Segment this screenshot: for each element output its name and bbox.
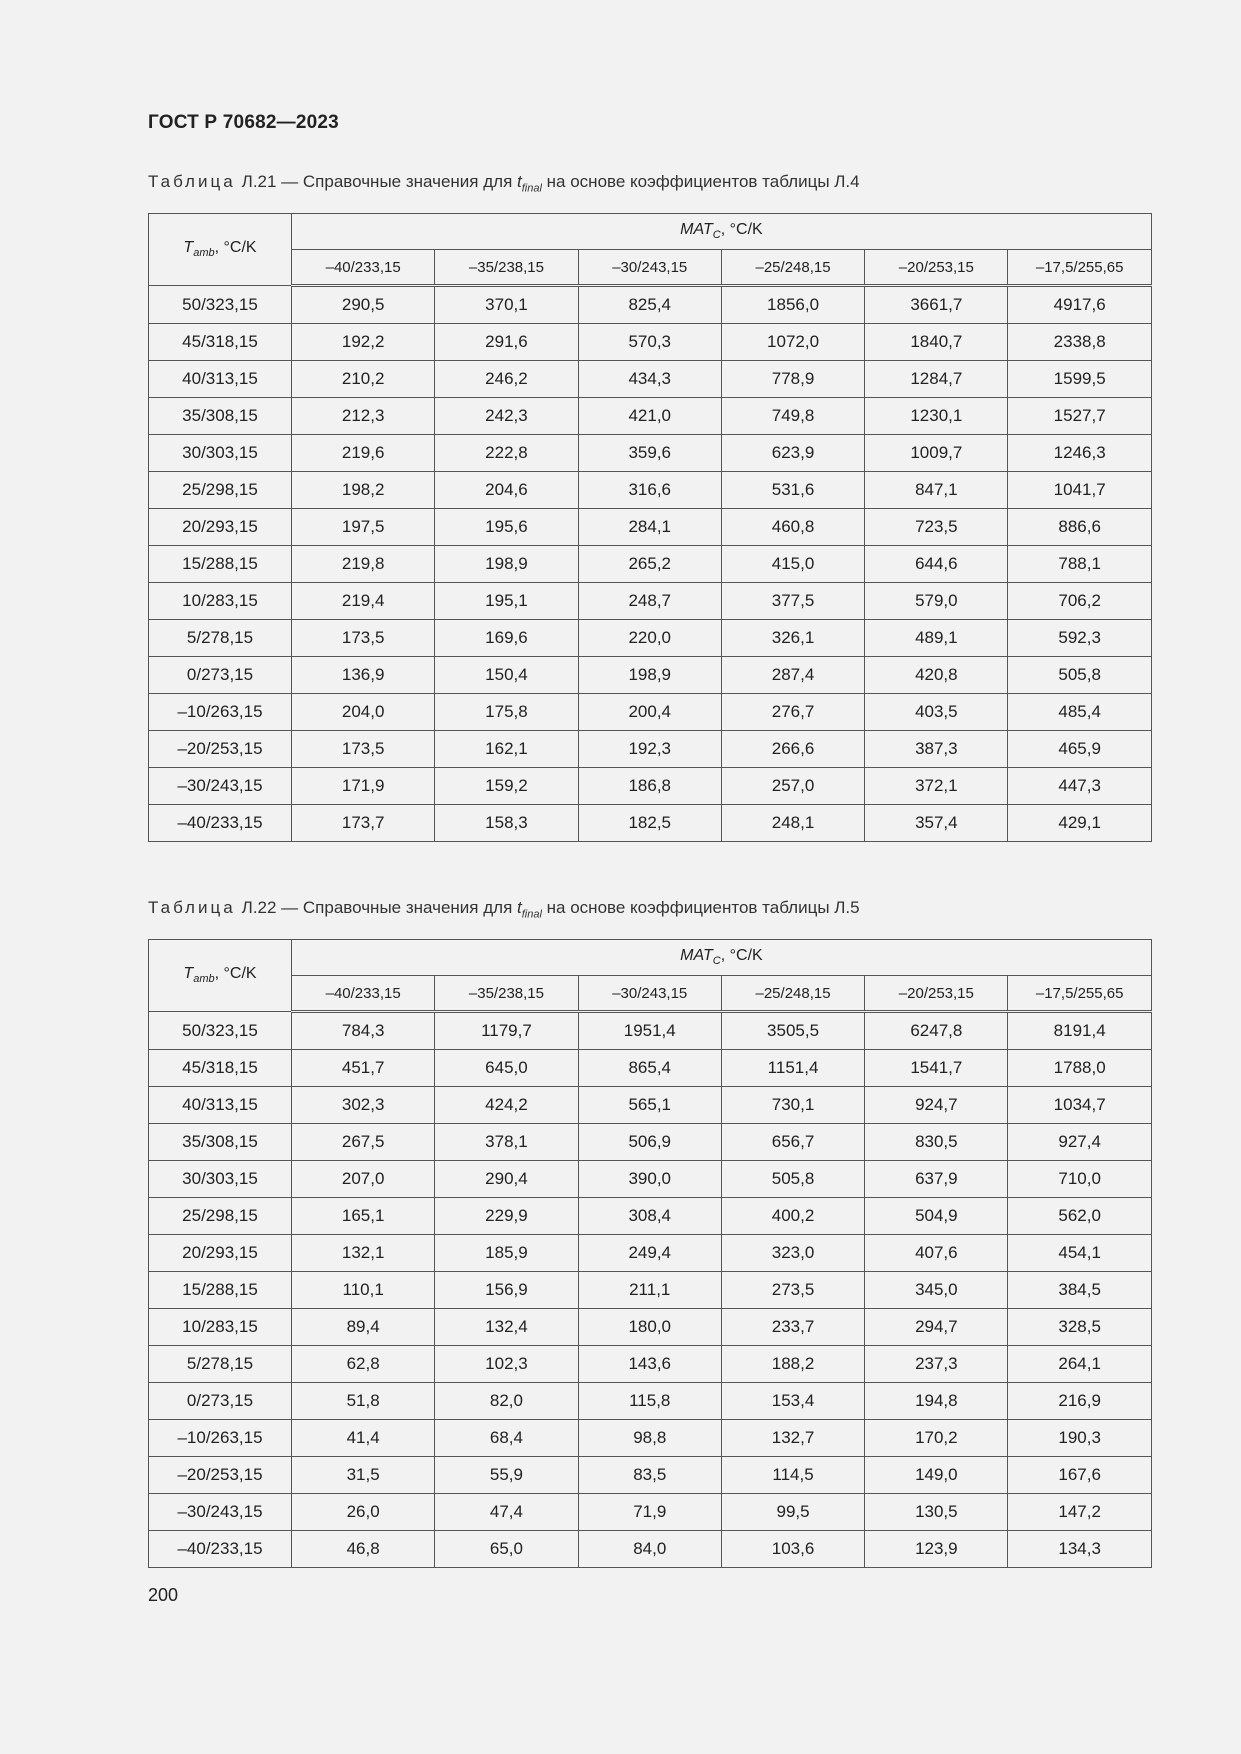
value-cell: 102,3 bbox=[435, 1346, 578, 1383]
value-cell: 130,5 bbox=[865, 1494, 1008, 1531]
value-cell: 198,9 bbox=[578, 657, 721, 694]
value-cell: 570,3 bbox=[578, 324, 721, 361]
caption-suffix: на основе коэффициентов таблицы Л.4 bbox=[541, 172, 860, 191]
value-cell: 222,8 bbox=[435, 435, 578, 472]
value-cell: 788,1 bbox=[1008, 546, 1151, 583]
value-cell: 644,6 bbox=[865, 546, 1008, 583]
value-cell: 504,9 bbox=[865, 1198, 1008, 1235]
value-cell: 82,0 bbox=[435, 1383, 578, 1420]
value-cell: 357,4 bbox=[865, 805, 1008, 842]
value-cell: 706,2 bbox=[1008, 583, 1151, 620]
value-cell: 173,5 bbox=[292, 731, 435, 768]
row-label-cell: 30/303,15 bbox=[149, 1161, 292, 1198]
value-cell: 65,0 bbox=[435, 1531, 578, 1568]
caption-prefix: Л.21 — Справочные значения для bbox=[241, 172, 518, 191]
value-cell: 47,4 bbox=[435, 1494, 578, 1531]
value-cell: 927,4 bbox=[1008, 1124, 1151, 1161]
table-2 bbox=[148, 939, 1152, 1568]
value-cell: 1230,1 bbox=[865, 398, 1008, 435]
row-header-label: $T_{amb}$, °C/K bbox=[149, 214, 292, 286]
value-cell: 421,0 bbox=[578, 398, 721, 435]
row-label-cell: –10/263,15 bbox=[149, 1420, 292, 1457]
value-cell: 372,1 bbox=[865, 768, 1008, 805]
table-1 bbox=[148, 213, 1152, 842]
value-cell: 123,9 bbox=[865, 1531, 1008, 1568]
row-label-cell: –20/253,15 bbox=[149, 1457, 292, 1494]
row-label-cell: 40/313,15 bbox=[149, 361, 292, 398]
value-cell: 276,7 bbox=[721, 694, 864, 731]
value-cell: 68,4 bbox=[435, 1420, 578, 1457]
table-row bbox=[149, 1087, 1152, 1124]
row-label-cell: –20/253,15 bbox=[149, 731, 292, 768]
value-cell: 115,8 bbox=[578, 1383, 721, 1420]
value-cell: 1072,0 bbox=[721, 324, 864, 361]
value-cell: 26,0 bbox=[292, 1494, 435, 1531]
value-cell: 505,8 bbox=[721, 1161, 864, 1198]
value-cell: 273,5 bbox=[721, 1272, 864, 1309]
value-cell: 219,6 bbox=[292, 435, 435, 472]
table-row bbox=[149, 1272, 1152, 1309]
table-row bbox=[149, 1161, 1152, 1198]
table-2-caption bbox=[148, 898, 860, 920]
value-cell: 267,5 bbox=[292, 1124, 435, 1161]
row-label-cell: 45/318,15 bbox=[149, 324, 292, 361]
value-cell: 198,9 bbox=[435, 546, 578, 583]
value-cell: 415,0 bbox=[721, 546, 864, 583]
table-row bbox=[149, 1420, 1152, 1457]
value-cell: 1951,4 bbox=[578, 1012, 721, 1050]
value-cell: 326,1 bbox=[721, 620, 864, 657]
value-cell: 200,4 bbox=[578, 694, 721, 731]
caption-word: Таблица bbox=[148, 172, 236, 191]
value-cell: 370,1 bbox=[435, 286, 578, 324]
value-cell: 173,5 bbox=[292, 620, 435, 657]
value-cell: 143,6 bbox=[578, 1346, 721, 1383]
value-cell: 83,5 bbox=[578, 1457, 721, 1494]
value-cell: 390,0 bbox=[578, 1161, 721, 1198]
value-cell: 637,9 bbox=[865, 1161, 1008, 1198]
value-cell: 316,6 bbox=[578, 472, 721, 509]
value-cell: 249,4 bbox=[578, 1235, 721, 1272]
value-cell: 506,9 bbox=[578, 1124, 721, 1161]
value-cell: 158,3 bbox=[435, 805, 578, 842]
value-cell: 830,5 bbox=[865, 1124, 1008, 1161]
row-label-cell: 0/273,15 bbox=[149, 657, 292, 694]
row-label-cell: 35/308,15 bbox=[149, 398, 292, 435]
value-cell: 114,5 bbox=[721, 1457, 864, 1494]
row-label-cell: 40/313,15 bbox=[149, 1087, 292, 1124]
value-cell: 186,8 bbox=[578, 768, 721, 805]
row-label-cell: 25/298,15 bbox=[149, 472, 292, 509]
value-cell: 1840,7 bbox=[865, 324, 1008, 361]
value-cell: 99,5 bbox=[721, 1494, 864, 1531]
value-cell: 153,4 bbox=[721, 1383, 864, 1420]
table-row bbox=[149, 286, 1152, 324]
value-cell: 1179,7 bbox=[435, 1012, 578, 1050]
value-cell: 136,9 bbox=[292, 657, 435, 694]
row-header-label: $T_{amb}$, °C/K bbox=[149, 940, 292, 1012]
table-row bbox=[149, 1012, 1152, 1050]
row-label-cell: 25/298,15 bbox=[149, 1198, 292, 1235]
value-cell: 257,0 bbox=[721, 768, 864, 805]
value-cell: 6247,8 bbox=[865, 1012, 1008, 1050]
row-label-cell: 35/308,15 bbox=[149, 1124, 292, 1161]
value-cell: 132,7 bbox=[721, 1420, 864, 1457]
value-cell: 195,1 bbox=[435, 583, 578, 620]
value-cell: 216,9 bbox=[1008, 1383, 1151, 1420]
value-cell: 89,4 bbox=[292, 1309, 435, 1346]
value-cell: 192,2 bbox=[292, 324, 435, 361]
table-row bbox=[149, 1050, 1152, 1087]
value-cell: 167,6 bbox=[1008, 1457, 1151, 1494]
value-cell: 132,1 bbox=[292, 1235, 435, 1272]
value-cell: 420,8 bbox=[865, 657, 1008, 694]
value-cell: 3505,5 bbox=[721, 1012, 864, 1050]
value-cell: 1788,0 bbox=[1008, 1050, 1151, 1087]
value-cell: 2338,8 bbox=[1008, 324, 1151, 361]
value-cell: 162,1 bbox=[435, 731, 578, 768]
value-cell: 159,2 bbox=[435, 768, 578, 805]
column-header: –17,5/255,65 bbox=[1008, 250, 1151, 286]
value-cell: 233,7 bbox=[721, 1309, 864, 1346]
value-cell: 242,3 bbox=[435, 398, 578, 435]
row-label-cell: 0/273,15 bbox=[149, 1383, 292, 1420]
table-row bbox=[149, 1457, 1152, 1494]
table-row bbox=[149, 1309, 1152, 1346]
value-cell: 229,9 bbox=[435, 1198, 578, 1235]
value-cell: 198,2 bbox=[292, 472, 435, 509]
table-1-caption bbox=[148, 172, 860, 194]
table-row bbox=[149, 731, 1152, 768]
column-header: –30/243,15 bbox=[578, 976, 721, 1012]
column-header: –17,5/255,65 bbox=[1008, 976, 1151, 1012]
row-label-cell: 30/303,15 bbox=[149, 435, 292, 472]
value-cell: 211,1 bbox=[578, 1272, 721, 1309]
column-header: –40/233,15 bbox=[292, 976, 435, 1012]
value-cell: 1151,4 bbox=[721, 1050, 864, 1087]
table-row bbox=[149, 657, 1152, 694]
value-cell: 1284,7 bbox=[865, 361, 1008, 398]
table-row bbox=[149, 768, 1152, 805]
value-cell: 302,3 bbox=[292, 1087, 435, 1124]
table-row bbox=[149, 435, 1152, 472]
value-cell: 749,8 bbox=[721, 398, 864, 435]
value-cell: 264,1 bbox=[1008, 1346, 1151, 1383]
value-cell: 465,9 bbox=[1008, 731, 1151, 768]
value-cell: 485,4 bbox=[1008, 694, 1151, 731]
value-cell: 171,9 bbox=[292, 768, 435, 805]
value-cell: 1856,0 bbox=[721, 286, 864, 324]
table-row bbox=[149, 1531, 1152, 1568]
row-label-cell: 50/323,15 bbox=[149, 286, 292, 324]
value-cell: 195,6 bbox=[435, 509, 578, 546]
value-cell: 1246,3 bbox=[1008, 435, 1151, 472]
value-cell: 328,5 bbox=[1008, 1309, 1151, 1346]
column-header: –30/243,15 bbox=[578, 250, 721, 286]
value-cell: 784,3 bbox=[292, 1012, 435, 1050]
value-cell: 165,1 bbox=[292, 1198, 435, 1235]
column-header: –35/238,15 bbox=[435, 250, 578, 286]
value-cell: 132,4 bbox=[435, 1309, 578, 1346]
value-cell: 284,1 bbox=[578, 509, 721, 546]
value-cell: 192,3 bbox=[578, 731, 721, 768]
value-cell: 169,6 bbox=[435, 620, 578, 657]
value-cell: 1599,5 bbox=[1008, 361, 1151, 398]
value-cell: 290,5 bbox=[292, 286, 435, 324]
value-cell: 103,6 bbox=[721, 1531, 864, 1568]
table-row bbox=[149, 509, 1152, 546]
value-cell: 156,9 bbox=[435, 1272, 578, 1309]
row-label-cell: –30/243,15 bbox=[149, 1494, 292, 1531]
value-cell: 531,6 bbox=[721, 472, 864, 509]
value-cell: 451,7 bbox=[292, 1050, 435, 1087]
row-label-cell: 45/318,15 bbox=[149, 1050, 292, 1087]
value-cell: 287,4 bbox=[721, 657, 864, 694]
value-cell: 220,0 bbox=[578, 620, 721, 657]
column-header: –40/233,15 bbox=[292, 250, 435, 286]
value-cell: 308,4 bbox=[578, 1198, 721, 1235]
column-header: –20/253,15 bbox=[865, 250, 1008, 286]
value-cell: 170,2 bbox=[865, 1420, 1008, 1457]
value-cell: 182,5 bbox=[578, 805, 721, 842]
table-row bbox=[149, 620, 1152, 657]
row-label-cell: –30/243,15 bbox=[149, 768, 292, 805]
caption-variable: $t_{final}$ bbox=[517, 898, 542, 921]
value-cell: 345,0 bbox=[865, 1272, 1008, 1309]
value-cell: 645,0 bbox=[435, 1050, 578, 1087]
value-cell: 62,8 bbox=[292, 1346, 435, 1383]
value-cell: 147,2 bbox=[1008, 1494, 1151, 1531]
value-cell: 180,0 bbox=[578, 1309, 721, 1346]
value-cell: 150,4 bbox=[435, 657, 578, 694]
value-cell: 384,5 bbox=[1008, 1272, 1151, 1309]
value-cell: 730,1 bbox=[721, 1087, 864, 1124]
table-row bbox=[149, 398, 1152, 435]
value-cell: 190,3 bbox=[1008, 1420, 1151, 1457]
value-cell: 454,1 bbox=[1008, 1235, 1151, 1272]
column-group-label: $MAT_C$, °C/K bbox=[292, 214, 1152, 250]
value-cell: 290,4 bbox=[435, 1161, 578, 1198]
column-header: –35/238,15 bbox=[435, 976, 578, 1012]
value-cell: 723,5 bbox=[865, 509, 1008, 546]
value-cell: 71,9 bbox=[578, 1494, 721, 1531]
value-cell: 55,9 bbox=[435, 1457, 578, 1494]
value-cell: 378,1 bbox=[435, 1124, 578, 1161]
value-cell: 219,4 bbox=[292, 583, 435, 620]
value-cell: 710,0 bbox=[1008, 1161, 1151, 1198]
value-cell: 407,6 bbox=[865, 1235, 1008, 1272]
caption-word: Таблица bbox=[148, 898, 236, 917]
value-cell: 185,9 bbox=[435, 1235, 578, 1272]
row-label-cell: 15/288,15 bbox=[149, 546, 292, 583]
value-cell: 246,2 bbox=[435, 361, 578, 398]
row-label-cell: –40/233,15 bbox=[149, 805, 292, 842]
value-cell: 489,1 bbox=[865, 620, 1008, 657]
value-cell: 194,8 bbox=[865, 1383, 1008, 1420]
value-cell: 505,8 bbox=[1008, 657, 1151, 694]
value-cell: 1527,7 bbox=[1008, 398, 1151, 435]
row-label-cell: 5/278,15 bbox=[149, 620, 292, 657]
value-cell: 8191,4 bbox=[1008, 1012, 1151, 1050]
table-row bbox=[149, 1346, 1152, 1383]
value-cell: 134,3 bbox=[1008, 1531, 1151, 1568]
value-cell: 237,3 bbox=[865, 1346, 1008, 1383]
value-cell: 1041,7 bbox=[1008, 472, 1151, 509]
row-label-cell: 10/283,15 bbox=[149, 583, 292, 620]
caption-prefix: Л.22 — Справочные значения для bbox=[241, 898, 518, 917]
value-cell: 592,3 bbox=[1008, 620, 1151, 657]
value-cell: 656,7 bbox=[721, 1124, 864, 1161]
value-cell: 565,1 bbox=[578, 1087, 721, 1124]
value-cell: 210,2 bbox=[292, 361, 435, 398]
table-row bbox=[149, 546, 1152, 583]
value-cell: 219,8 bbox=[292, 546, 435, 583]
column-header: –25/248,15 bbox=[721, 976, 864, 1012]
value-cell: 562,0 bbox=[1008, 1198, 1151, 1235]
value-cell: 825,4 bbox=[578, 286, 721, 324]
row-label-cell: 20/293,15 bbox=[149, 509, 292, 546]
value-cell: 847,1 bbox=[865, 472, 1008, 509]
value-cell: 579,0 bbox=[865, 583, 1008, 620]
value-cell: 387,3 bbox=[865, 731, 1008, 768]
row-label-cell: 5/278,15 bbox=[149, 1346, 292, 1383]
value-cell: 323,0 bbox=[721, 1235, 864, 1272]
table-row bbox=[149, 324, 1152, 361]
value-cell: 1009,7 bbox=[865, 435, 1008, 472]
value-cell: 429,1 bbox=[1008, 805, 1151, 842]
row-label-cell: 10/283,15 bbox=[149, 1309, 292, 1346]
value-cell: 197,5 bbox=[292, 509, 435, 546]
value-cell: 886,6 bbox=[1008, 509, 1151, 546]
value-cell: 3661,7 bbox=[865, 286, 1008, 324]
value-cell: 212,3 bbox=[292, 398, 435, 435]
table-row bbox=[149, 361, 1152, 398]
row-label-cell: 15/288,15 bbox=[149, 1272, 292, 1309]
table-row bbox=[149, 1383, 1152, 1420]
value-cell: 4917,6 bbox=[1008, 286, 1151, 324]
value-cell: 175,8 bbox=[435, 694, 578, 731]
value-cell: 110,1 bbox=[292, 1272, 435, 1309]
row-label-cell: 20/293,15 bbox=[149, 1235, 292, 1272]
value-cell: 403,5 bbox=[865, 694, 1008, 731]
table-row bbox=[149, 805, 1152, 842]
row-label-cell: 50/323,15 bbox=[149, 1012, 292, 1050]
value-cell: 377,5 bbox=[721, 583, 864, 620]
row-label-cell: –10/263,15 bbox=[149, 694, 292, 731]
value-cell: 84,0 bbox=[578, 1531, 721, 1568]
table-row bbox=[149, 694, 1152, 731]
value-cell: 173,7 bbox=[292, 805, 435, 842]
table-row bbox=[149, 472, 1152, 509]
value-cell: 266,6 bbox=[721, 731, 864, 768]
value-cell: 1541,7 bbox=[865, 1050, 1008, 1087]
value-cell: 460,8 bbox=[721, 509, 864, 546]
value-cell: 248,1 bbox=[721, 805, 864, 842]
value-cell: 31,5 bbox=[292, 1457, 435, 1494]
value-cell: 204,0 bbox=[292, 694, 435, 731]
value-cell: 400,2 bbox=[721, 1198, 864, 1235]
value-cell: 1034,7 bbox=[1008, 1087, 1151, 1124]
table-row bbox=[149, 1235, 1152, 1272]
table-row bbox=[149, 1198, 1152, 1235]
table-row bbox=[149, 1494, 1152, 1531]
value-cell: 865,4 bbox=[578, 1050, 721, 1087]
value-cell: 41,4 bbox=[292, 1420, 435, 1457]
document-id: ГОСТ Р 70682—2023 bbox=[148, 112, 339, 133]
value-cell: 98,8 bbox=[578, 1420, 721, 1457]
row-label-cell: –40/233,15 bbox=[149, 1531, 292, 1568]
value-cell: 424,2 bbox=[435, 1087, 578, 1124]
value-cell: 265,2 bbox=[578, 546, 721, 583]
column-header: –20/253,15 bbox=[865, 976, 1008, 1012]
value-cell: 149,0 bbox=[865, 1457, 1008, 1494]
column-group-label: $MAT_C$, °C/K bbox=[292, 940, 1152, 976]
table-row bbox=[149, 1124, 1152, 1161]
value-cell: 51,8 bbox=[292, 1383, 435, 1420]
value-cell: 291,6 bbox=[435, 324, 578, 361]
value-cell: 46,8 bbox=[292, 1531, 435, 1568]
value-cell: 447,3 bbox=[1008, 768, 1151, 805]
table-row bbox=[149, 583, 1152, 620]
caption-variable: $t_{final}$ bbox=[517, 172, 542, 195]
value-cell: 207,0 bbox=[292, 1161, 435, 1198]
value-cell: 359,6 bbox=[578, 435, 721, 472]
value-cell: 434,3 bbox=[578, 361, 721, 398]
value-cell: 204,6 bbox=[435, 472, 578, 509]
caption-suffix: на основе коэффициентов таблицы Л.5 bbox=[541, 898, 860, 917]
value-cell: 924,7 bbox=[865, 1087, 1008, 1124]
value-cell: 188,2 bbox=[721, 1346, 864, 1383]
value-cell: 294,7 bbox=[865, 1309, 1008, 1346]
column-header: –25/248,15 bbox=[721, 250, 864, 286]
value-cell: 778,9 bbox=[721, 361, 864, 398]
value-cell: 623,9 bbox=[721, 435, 864, 472]
value-cell: 248,7 bbox=[578, 583, 721, 620]
page-number: 200 bbox=[148, 1585, 179, 1605]
